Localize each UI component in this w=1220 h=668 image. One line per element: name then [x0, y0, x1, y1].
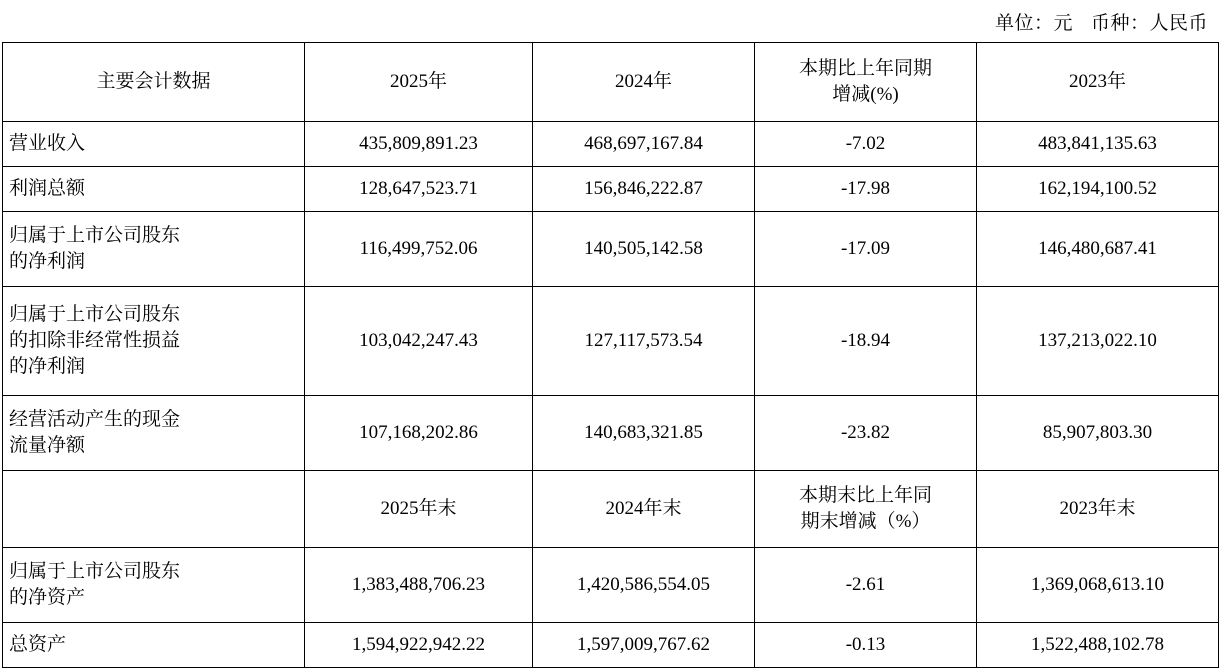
- subheader-cell-2025-end: 2025年末: [305, 471, 533, 548]
- subheader-cell-2024-end: 2024年末: [533, 471, 755, 548]
- table-row: [3, 212, 1219, 287]
- cell-2025: 107,168,202.86: [305, 396, 533, 471]
- cell-change: -18.94: [755, 287, 977, 396]
- cell-2023: 137,213,022.10: [977, 287, 1219, 396]
- currency-note: 币种：人民币: [1090, 13, 1208, 34]
- cell-2025: 435,809,891.23: [305, 122, 533, 167]
- cell-change: -2.61: [755, 548, 977, 623]
- header-cell-metric: 主要会计数据: [3, 43, 305, 122]
- cell-2023: 162,194,100.52: [977, 167, 1219, 212]
- row-label-line2: 的扣除非经常性损益: [9, 329, 181, 351]
- cell-change: -17.98: [755, 167, 977, 212]
- row-label-line1: 经营活动产生的现金: [9, 408, 181, 430]
- cell-2024: 127,117,573.54: [533, 287, 755, 396]
- cell-2023: 1,369,068,613.10: [977, 548, 1219, 623]
- cell-2024: 140,683,321.85: [533, 396, 755, 471]
- cell-2023: 483,841,135.63: [977, 122, 1219, 167]
- header-change-line1: 本期比上年同期: [798, 57, 932, 79]
- table-row: [3, 287, 1219, 396]
- row-label-line1: 归属于上市公司股东: [9, 303, 181, 325]
- row-label: [3, 212, 305, 287]
- header-cell-2024: 2024年: [533, 43, 755, 122]
- subheader-change-line1: 本期末比上年同: [798, 484, 932, 506]
- row-label: 营业收入: [3, 122, 305, 167]
- cell-change: -0.13: [755, 623, 977, 668]
- subheader-cell-blank: [3, 471, 305, 548]
- cell-2023: 146,480,687.41: [977, 212, 1219, 287]
- subheader-cell-change: [755, 471, 977, 548]
- financial-summary-table: [2, 42, 1219, 668]
- row-label-line2: 流量净额: [9, 435, 86, 456]
- cell-2024: 468,697,167.84: [533, 122, 755, 167]
- cell-2025: 116,499,752.06: [305, 212, 533, 287]
- row-label-line2: 的净资产: [9, 587, 86, 608]
- header-change-line2: 增减(%): [832, 84, 899, 105]
- header-cell-2025: 2025年: [305, 43, 533, 122]
- row-label: [3, 396, 305, 471]
- row-label-line2: 的净利润: [9, 251, 86, 272]
- row-label-line3: 的净利润: [9, 356, 86, 378]
- cell-2024: 1,597,009,767.62: [533, 623, 755, 668]
- unit-note: 单位：元: [994, 13, 1073, 34]
- table-subheader-row: [3, 471, 1219, 548]
- table-row: [3, 623, 1219, 668]
- header-cell-change: [755, 43, 977, 122]
- cell-2023: 85,907,803.30: [977, 396, 1219, 471]
- table-row: [3, 167, 1219, 212]
- cell-2024: 1,420,586,554.05: [533, 548, 755, 623]
- cell-2025: 1,594,922,942.22: [305, 623, 533, 668]
- table-row: [3, 548, 1219, 623]
- row-label: 利润总额: [3, 167, 305, 212]
- row-label-line1: 归属于上市公司股东: [9, 560, 181, 582]
- cell-2025: 103,042,247.43: [305, 287, 533, 396]
- table-row: [3, 396, 1219, 471]
- cell-2025: 128,647,523.71: [305, 167, 533, 212]
- subheader-cell-2023-end: 2023年末: [977, 471, 1219, 548]
- table-row: [3, 122, 1219, 167]
- cell-2023: 1,522,488,102.78: [977, 623, 1219, 668]
- row-label: 总资产: [3, 623, 305, 668]
- row-label-line1: 归属于上市公司股东: [9, 224, 181, 246]
- row-label: [3, 287, 305, 396]
- cell-change: -17.09: [755, 212, 977, 287]
- unit-currency-note: [995, 8, 1208, 35]
- cell-change: -7.02: [755, 122, 977, 167]
- cell-change: -23.82: [755, 396, 977, 471]
- header-cell-2023: 2023年: [977, 43, 1219, 122]
- cell-2024: 156,846,222.87: [533, 167, 755, 212]
- subheader-change-line2: 期末增减（%）: [800, 511, 931, 532]
- row-label: [3, 548, 305, 623]
- table-header-row: [3, 43, 1219, 122]
- cell-2025: 1,383,488,706.23: [305, 548, 533, 623]
- cell-2024: 140,505,142.58: [533, 212, 755, 287]
